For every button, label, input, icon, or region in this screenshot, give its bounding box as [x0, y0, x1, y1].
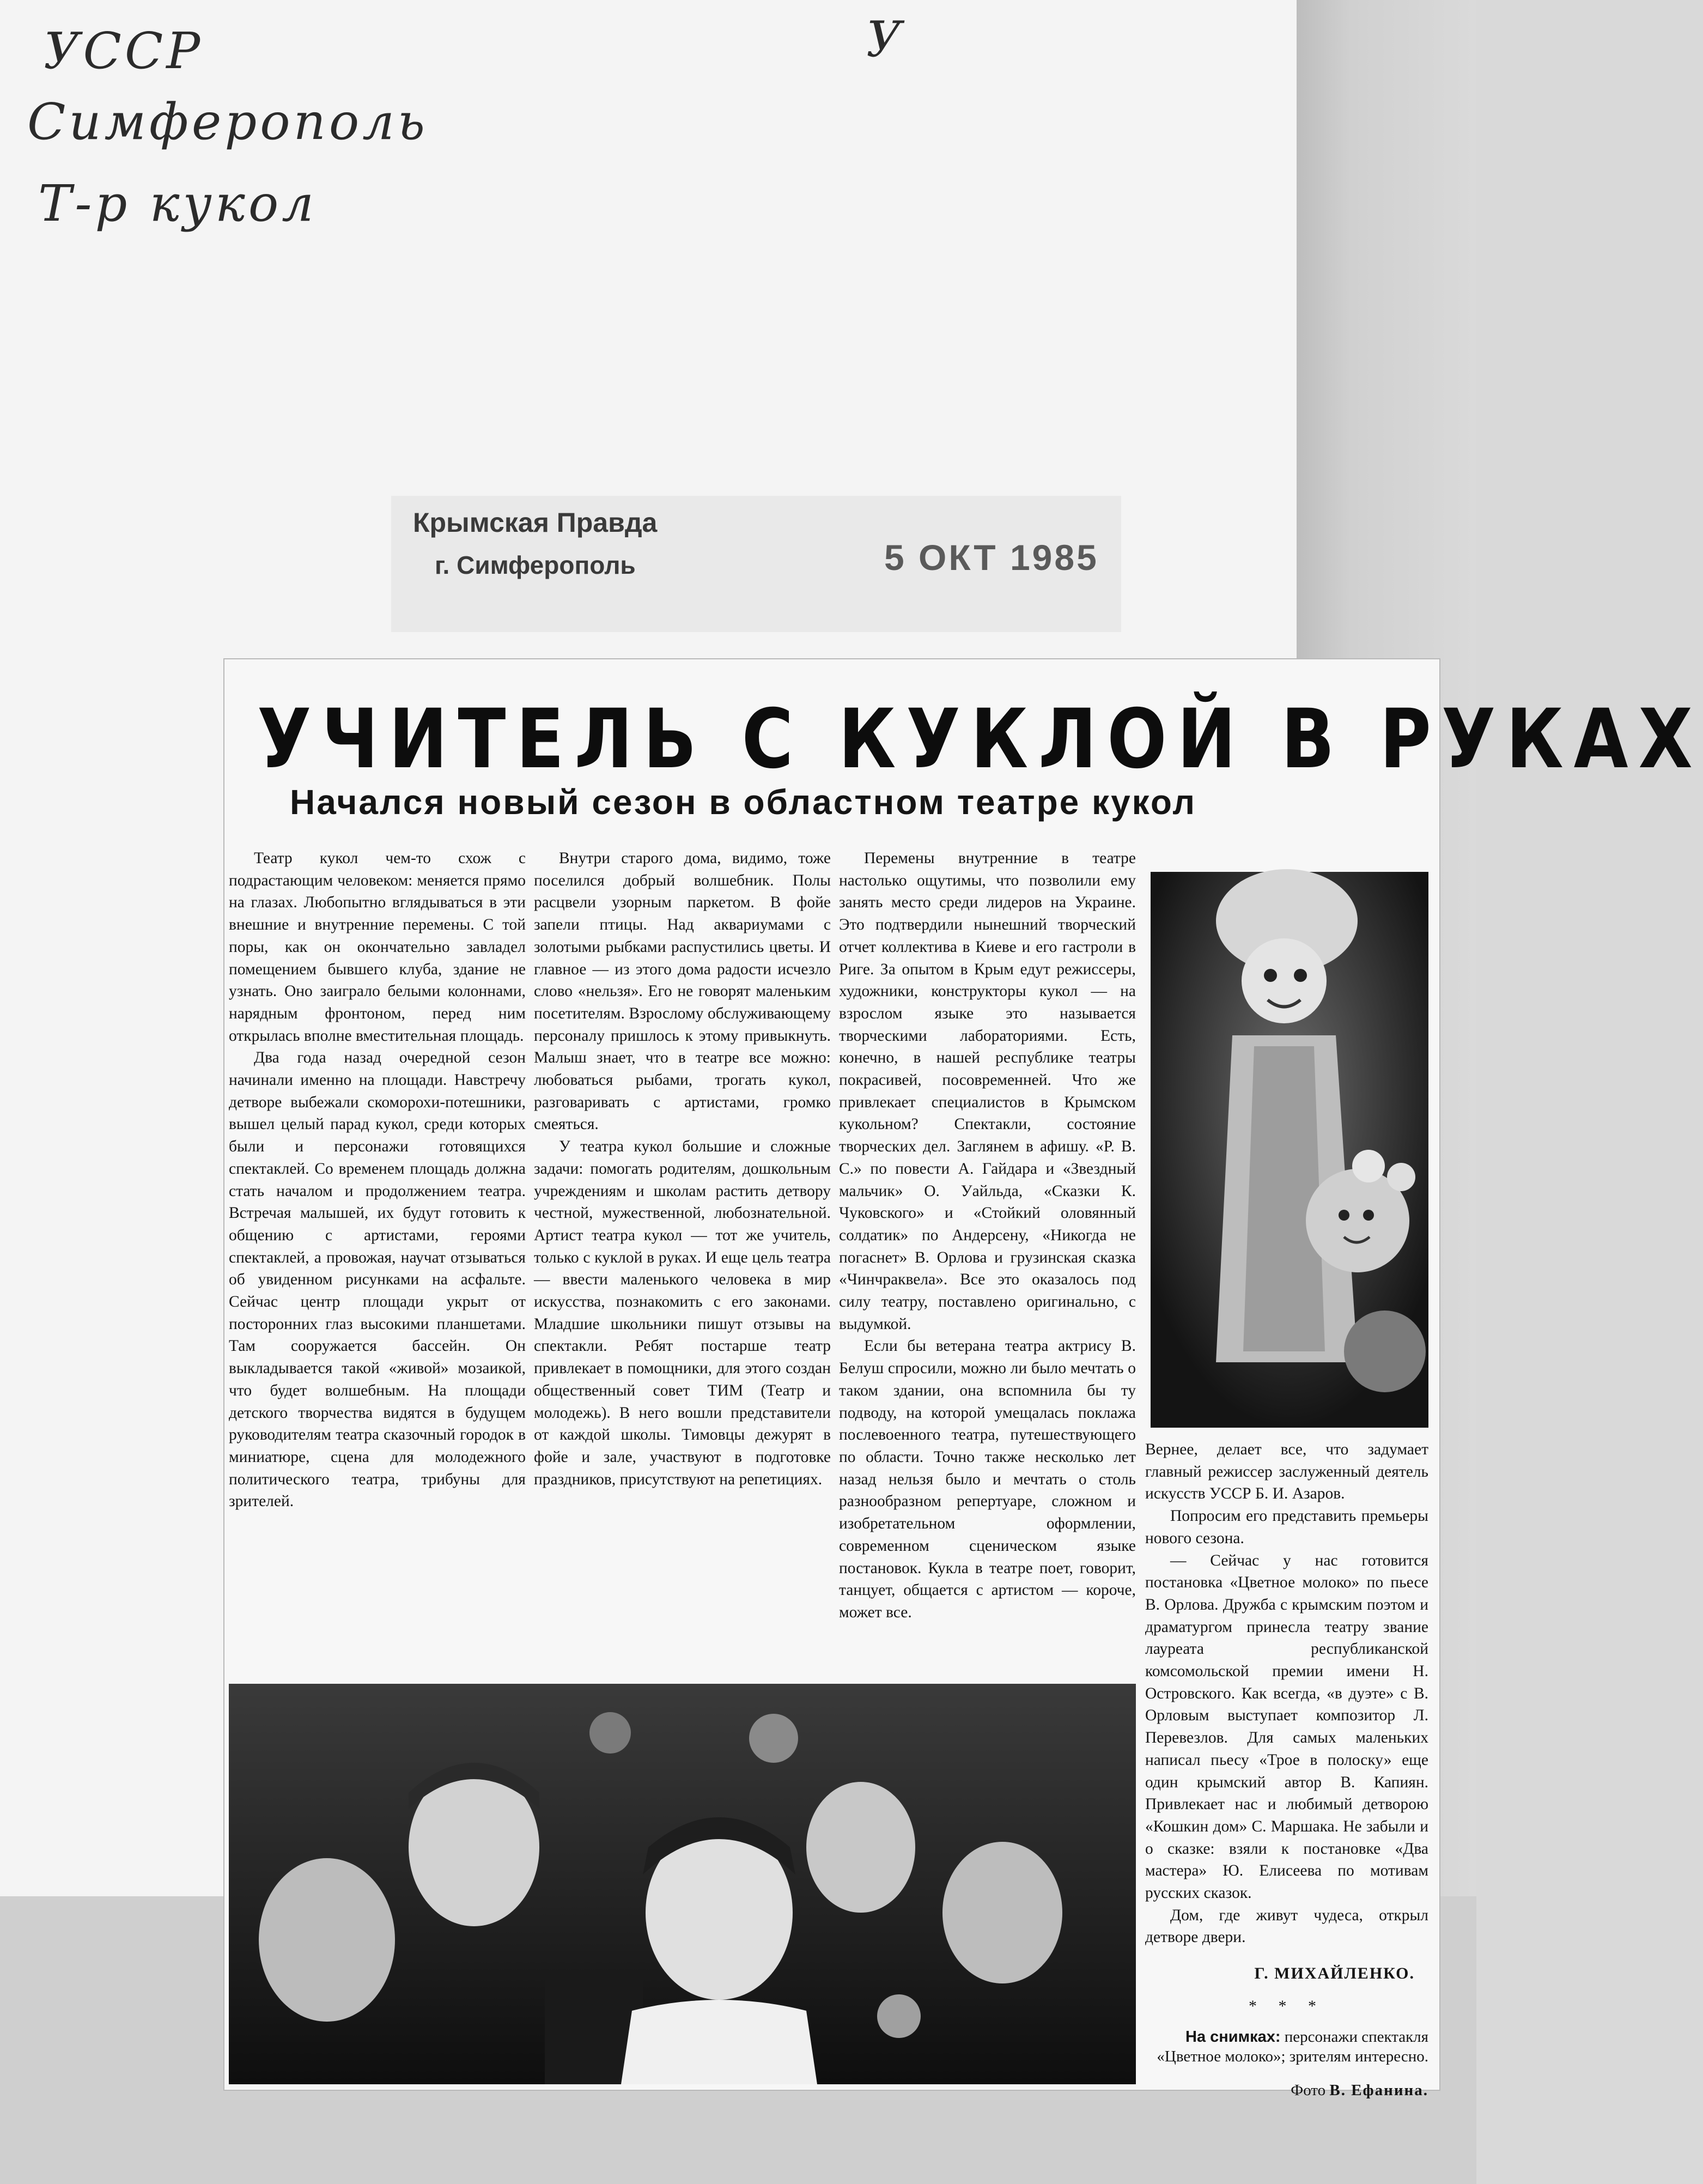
article-paragraph: Два года назад очередной сезон начинали именно на площади. Навстречу детворе выбежали скоморохи-потешники, вышел целый парад кукол, среди которых были и персонажи готовящихся спектаклей. Со временем площадь должна стать началом и продолжением театра. Встречая малышей, их будут готовить к общению с артистами, героями спектаклей, а провожая, научат отзываться об увиденном рисунками на асфальте. Сейчас центр площади укрыт от посторонних глаз высокими планшетами. Там сооружается бассейн. Он выкладывается такой «живой» мозаикой, что будет волшебным. На площади детского творчества видятся в будущем руководителям театра сказочный городок в миниатюре, сцена для молодежного политического театра, трибуны для зрителей. [229, 1049, 526, 1510]
article-column-4 [1145, 1439, 1428, 1949]
article-paragraph: Если бы ветерана театра актрису В. Белуш спросили, можно ли было мечтать о таком здании, она вспомнила бы ту подводу, на которой умещалась поклажа послевоенного театра, путешествующего по области. Точно также несколько лет назад нельзя было и мечтать о столь разнообразном репертуаре, сложном и изобретательном оформлении, современном сценическом языке постановок. Кукла в театре поет, говорит, танцует, общается с артистом — короче, может все. [839, 1337, 1136, 1621]
photo-caption [1151, 2027, 1428, 2066]
article-paragraph: — Сейчас у нас готовится постановка «Цветное молоко» по пьесе В. Орлова. Дружба с крымским поэтом и драматургом принесла театру звание лауреата республиканской комсомольской премии имени Н. Островского. Как всегда, «в дуэте» с В. Орловым выступает композитор Л. Перевезлов. Для самых маленьких написал пьесу «Трое в полоску» еще один крымский автор В. Капиян. Привлекает нас и любимый детворою «Кошкин дом» С. Маршака. Не забыли и о сказке: взяли к постановке «Два мастера» Ю. Елисеева по мотивам русских сказок. [1145, 1551, 1428, 1902]
handwritten-note-city: Симферополь [27, 93, 428, 151]
article-paragraph: Перемены внутренние в театре настолько ощутимы, что позволили ему занять место среди лидеров на Украине. Это подтвердили нынешний творческий отчет коллектива в Киеве и его гастроли в Риге. За опытом в Крым едут режиссеры, художники, конструкторы кукол — на взрослом языке это называется творческими лабораториями. Есть, конечно, в нашей республике театры покрасивей, посовременней. Что же привлекает специалистов в Крымском кукольном? Спектакли, состояние творческих дел. Заглянем в афишу. «Р. В. С.» по повести А. Гайдара и «Звездный мальчик» О. Уайльда, «Сказки К. Чуковского» и «Стойкий оловянный солдатик» по Андерсену, «Никогда не погаснет» В. Орлова и грузинская сказка «Чинчраквела». Все это оказалось под силу театру, поставлено оригинально, с выдумкой. [839, 850, 1136, 1333]
children-photo-illustration [229, 1684, 1136, 2084]
photo-credit [1151, 2082, 1428, 2100]
handwritten-note-theatre: Т-р кукол [38, 174, 317, 233]
stamp-newspaper-name: Крымская Правда [413, 507, 658, 538]
stamp-city: г. Симферополь [435, 551, 636, 579]
article-headline: УЧИТЕЛЬ С КУКЛОЙ В РУКАХ [257, 692, 1703, 787]
article-column-2 [534, 847, 831, 1490]
article-column-1 [229, 847, 526, 1513]
photo-credit-name: В. Ефанина. [1329, 2082, 1428, 2099]
caption-label: На снимках: [1185, 2028, 1281, 2046]
section-separator: * * * [1249, 1997, 1325, 2015]
article-subheadline: Начался новый сезон в областном театре кукол [290, 782, 1196, 822]
handwritten-note-republic: УССР [44, 22, 204, 80]
photo-credit-label: Фото [1291, 2082, 1326, 2099]
photo-children-audience [229, 1684, 1136, 2084]
newspaper-stamp-label [391, 496, 1121, 632]
stamp-date: 5 ОКТ 1985 [884, 537, 1099, 578]
handwritten-corner-mark: У [866, 11, 905, 68]
article-byline: Г. МИХАЙЛЕНКО. [1254, 1964, 1415, 1982]
article-column-3 [839, 847, 1136, 1624]
photo-puppet-characters [1151, 872, 1428, 1428]
caption-text: персонажи спектакля «Цветное молоко»; зрителям интересно. [1157, 2028, 1428, 2065]
article-paragraph: Театр кукол чем-то схож с подрастающим человеком: меняется прямо на глазах. Любопытно вглядываться в эти внешние и внутренние перемены. С той поры, как он окончательно завладел помещением бывшего клуба, здание не узнать. Оно заиграло белыми колоннами, нарядным фронтоном, перед ним открылась вполне вместительная площадь. [229, 850, 526, 1045]
article-paragraph: Дом, где живут чудеса, открыл детворе двери. [1145, 1906, 1428, 1946]
article-paragraph: У театра кукол большие и сложные задачи: помогать родителям, дошкольным учреждениям и школам растить детвору честной, мужественной, любознательной. Артист театра кукол — тот же учитель, только с куклой в руках. И еще цель театра — ввести маленького человека в мир искусства, познакомить с его законами. Младшие школьники пишут отзывы на спектакли. Ребят постарше театр привлекает в помощники, для этого создан общественный совет ТИМ (Театр и молодежь). В него вошли представители от каждой школы. Тимовцы дежурят в фойе и зале, участвуют в подготовке праздников, присутствуют на репетициях. [534, 1138, 831, 1488]
newspaper-clipping [224, 659, 1703, 2099]
article-paragraph: Внутри старого дома, видимо, тоже поселился добрый волшебник. Полы расцвели узорным паркетом. В фойе запели птицы. Над аквариумами с золотыми рыбками распустились цветы. И главное — из этого дома радости исчезло слово «нельзя». Его не говорят маленьким посетителям. Взрослому обслуживающему персоналу пришлось к этому привыкнуть. Малыш знает, что в театре все можно: любоваться рыбами, трогать кукол, разговаривать с артистами, громко смеяться. [534, 850, 831, 1133]
puppet-photo-illustration [1151, 872, 1428, 1428]
article-paragraph: Попросим его представить премьеры нового сезона. [1145, 1507, 1428, 1547]
article-paragraph: Вернее, делает все, что задумает главный режиссер заслуженный деятель искусств УССР Б. И. Азаров. [1145, 1441, 1428, 1503]
